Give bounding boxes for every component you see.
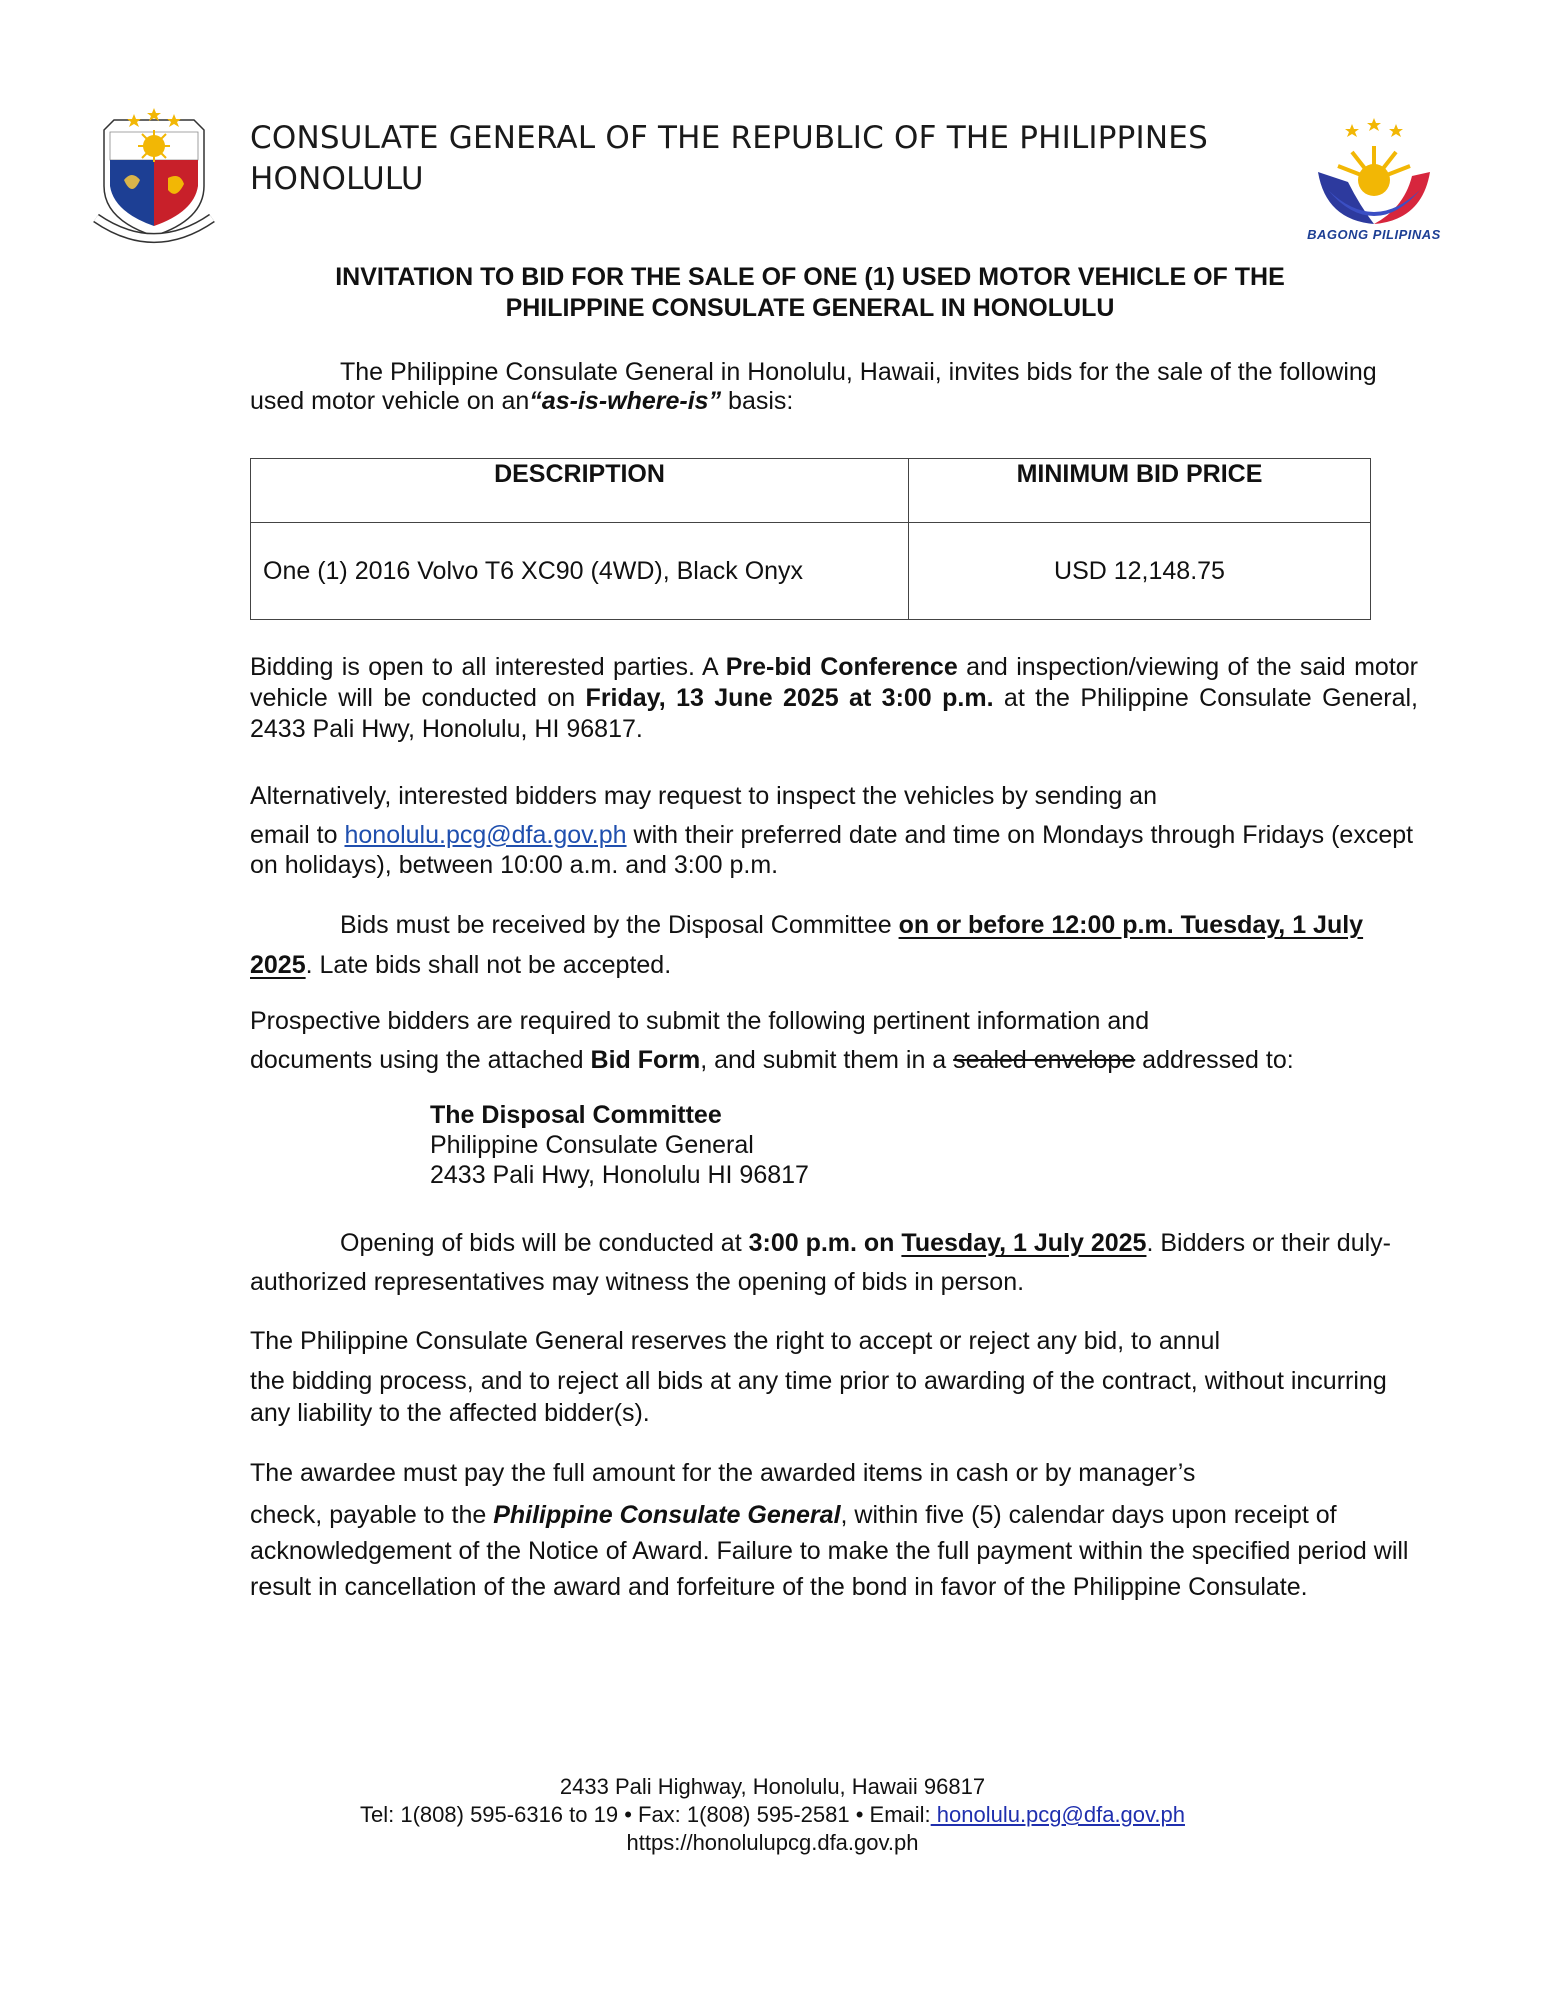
footer-contact: Tel: 1(808) 595-6316 to 19 • Fax: 1(808) 595-2581 • Email: — [360, 1802, 931, 1827]
minimum-bid-price-cell: USD 12,148.75 — [909, 523, 1371, 620]
address-line-2: 2433 Pali Hwy, Honolulu HI 96817 — [430, 1161, 809, 1189]
documents-text-3: addressed to: — [1135, 1046, 1294, 1074]
consulate-header — [250, 118, 1300, 200]
email-link[interactable]: honolulu.pcg@dfa.gov.ph — [344, 821, 627, 849]
address-name: The Disposal Committee — [430, 1101, 722, 1129]
intro-text: The Philippine Consulate General in Honolulu, Hawaii, invites bids for the sale of the following used motor vehicle on an — [250, 358, 1377, 415]
footer-email-link[interactable]: honolulu.pcg@dfa.gov.ph — [930, 1802, 1185, 1827]
opening-date: Tuesday, 1 July 2025 — [901, 1229, 1147, 1257]
intro-basis: “as-is-where-is” — [529, 387, 722, 415]
deadline-text-1: Bids must be received by the Disposal Committee — [340, 911, 899, 939]
alternative-line-1: Alternatively, interested bidders may request to inspect the vehicles by sending an — [250, 782, 1157, 810]
deadline-text-2: . Late bids shall not be accepted. — [305, 951, 672, 979]
footer-address: 2433 Pali Highway, Honolulu, Hawaii 96817 — [559, 1774, 986, 1799]
title-line-2: PHILIPPINE CONSULATE GENERAL IN HONOLULU — [505, 294, 1115, 322]
prebid-paragraph — [250, 652, 1418, 745]
header-line-1: CONSULATE GENERAL OF THE REPUBLIC OF THE PHILIPPINES — [250, 120, 1208, 156]
address-line-1: Philippine Consulate General — [430, 1131, 754, 1159]
footer — [0, 1773, 1545, 1857]
opening-text-1: Opening of bids will be conducted at — [340, 1229, 749, 1257]
opening-paragraph — [250, 1224, 1418, 1302]
intro-text-end: basis: — [721, 387, 794, 415]
reserve-line-2: the bidding process, and to reject all bids at any time prior to awarding of the contract, without incurring any liability to the affected bidder(s). — [250, 1367, 1387, 1427]
prebid-text-3: at the Philippine Consulate General, 2433 Pali Hwy, Honolulu, HI 96817. — [250, 684, 1419, 743]
bagong-pilipinas-label: BAGONG PILIPINAS — [1307, 227, 1441, 242]
payment-text-1: check, payable to the — [250, 1501, 494, 1529]
sealed-envelope-text: sealed envelope — [953, 1046, 1136, 1074]
documents-text-1: documents using the attached — [250, 1046, 591, 1074]
prebid-text-1: Bidding is open to all interested parties. A — [250, 653, 726, 681]
alternative-paragraph — [250, 780, 1418, 880]
prebid-date: Friday, 13 June 2025 at 3:00 p.m. — [585, 684, 994, 712]
payment-line-1: The awardee must pay the full amount for the awarded items in cash or by manager’s — [250, 1459, 1196, 1487]
documents-text-2: , and submit them in a — [700, 1046, 954, 1074]
prebid-conference-label: Pre-bid Conference — [725, 653, 958, 681]
payment-text-2: , within five (5) calendar days upon receipt of acknowledgement of the Notice of Award. Failure to make the full payment within the specified period will result in cancellation of the award and forfeiture of the bond in favor of the Philippine Consulate. — [250, 1501, 1409, 1601]
opening-time: 3:00 p.m. on — [748, 1229, 902, 1257]
table-header-row — [251, 459, 1371, 523]
reserve-line-1: The Philippine Consulate General reserves the right to accept or reject any bid, to annul — [250, 1327, 1220, 1355]
table-header-description: DESCRIPTION — [251, 459, 909, 523]
payee-name: Philippine Consulate General — [493, 1501, 841, 1529]
deadline-date: on or before 12:00 p.m. Tuesday, 1 July 2025 — [250, 911, 1364, 979]
reserve-paragraph — [250, 1325, 1418, 1429]
philippine-seal-icon — [92, 108, 216, 246]
bid-form-label: Bid Form — [590, 1046, 701, 1074]
deadline-paragraph — [250, 905, 1418, 985]
address-block — [430, 1100, 809, 1190]
documents-paragraph — [250, 1005, 1418, 1075]
alternative-text-1: email to — [250, 821, 345, 849]
header-line-2: HONOLULU — [250, 161, 424, 197]
documents-line-1: Prospective bidders are required to submit the following pertinent information and — [250, 1007, 1150, 1035]
opening-text-2: . Bidders or their duly-authorized representatives may witness the opening of bids in person. — [250, 1229, 1391, 1296]
alternative-text-2: with their preferred date and time on Mondays through Fridays (except on holidays), between 10:00 a.m. and 3:00 p.m. — [250, 821, 1414, 879]
footer-website[interactable]: https://honolulupcg.dfa.gov.ph — [626, 1830, 919, 1855]
vehicle-table — [250, 458, 1371, 620]
prebid-text-2: and inspection/viewing of the said motor vehicle will be conducted on — [250, 653, 1419, 712]
intro-paragraph — [250, 358, 1418, 416]
table-row — [251, 523, 1371, 620]
table-header-price: MINIMUM BID PRICE — [909, 459, 1371, 523]
payment-paragraph — [250, 1457, 1418, 1605]
document-title — [250, 262, 1370, 324]
vehicle-description-cell: One (1) 2016 Volvo T6 XC90 (4WD), Black Onyx — [251, 523, 909, 620]
title-line-1: INVITATION TO BID FOR THE SALE OF ONE (1) USED MOTOR VEHICLE OF THE — [335, 263, 1285, 291]
